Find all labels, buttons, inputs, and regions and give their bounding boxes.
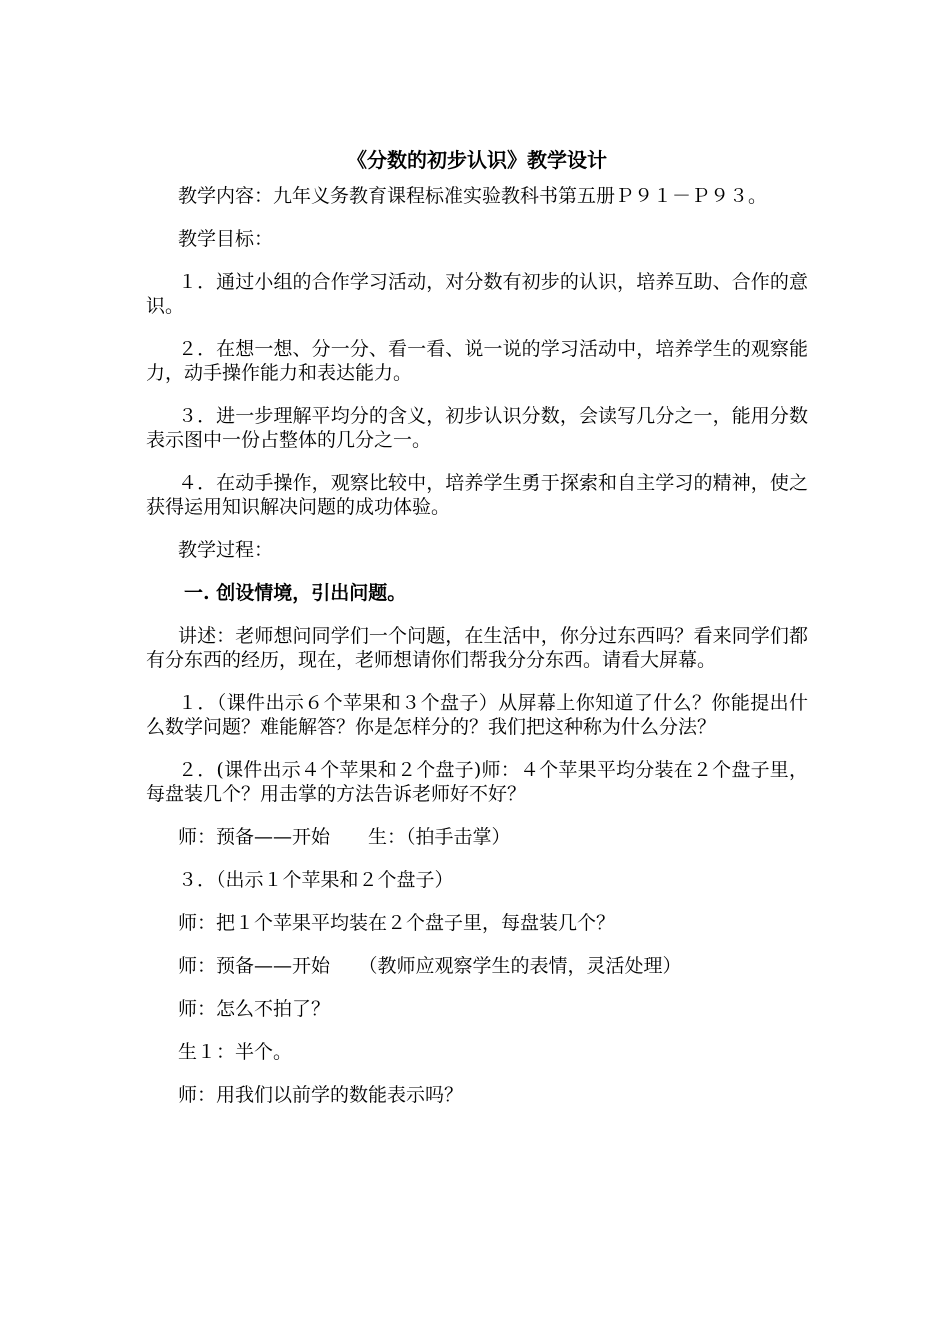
- teaching-process-label: 教学过程：: [178, 539, 274, 561]
- goal-item-1: １．通过小组的合作学习活动，对分数有初步的认识，培养互助、合作的意识。: [146, 271, 808, 317]
- teaching-goals-label: 教学目标：: [178, 228, 274, 250]
- section-heading: 一. 创设情境，引出问题。: [184, 582, 407, 604]
- teaching-content: 教学内容：九年义务教育课程标准实验教科书第五册Ｐ９１－Ｐ９３。: [178, 185, 768, 207]
- goal-item-4: ４．在动手操作，观察比较中，培养学生勇于探索和自主学习的精神，使之获得运用知识解决问题的成功体验。: [146, 472, 808, 518]
- body-paragraph: 师：怎么不拍了？: [178, 998, 331, 1020]
- document-title: 《分数的初步认识》教学设计: [347, 148, 607, 172]
- body-paragraph: 师：把１个苹果平均装在２个盘子里，每盘装几个？: [178, 912, 616, 934]
- body-paragraph: 师：预备——开始 生：（拍手击掌）: [178, 826, 511, 848]
- body-paragraph: 生１：半个。: [178, 1041, 293, 1063]
- body-paragraph: 讲述：老师想问同学们一个问题，在生活中，你分过东西吗？看来同学们都有分东西的经历，现在，老师想请你们帮我分分东西。请看大屏幕。: [146, 625, 808, 671]
- goal-item-3: ３．进一步理解平均分的含义，初步认识分数，会读写几分之一，能用分数表示图中一份占整体的几分之一。: [146, 405, 808, 451]
- goal-item-2: ２．在想一想、分一分、看一看、说一说的学习活动中，培养学生的观察能力，动手操作能力和表达能力。: [146, 338, 808, 384]
- body-paragraph: 师：预备——开始 （教师应观察学生的表情，灵活处理）: [178, 955, 682, 977]
- body-paragraph: ２．(课件出示４个苹果和２个盘子)师：４个苹果平均分装在２个盘子里，每盘装几个？用击掌的方法告诉老师好不好？: [146, 759, 808, 805]
- document-page: [146, 146, 808, 1126]
- body-paragraph: 师：用我们以前学的数能表示吗？: [178, 1084, 464, 1106]
- body-paragraph: １．（课件出示６个苹果和３个盘子）从屏幕上你知道了什么？你能提出什么数学问题？难能解答？你是怎样分的？我们把这种称为什么分法？: [146, 692, 808, 738]
- body-paragraph: ３．（出示１个苹果和２个盘子）: [178, 869, 454, 891]
